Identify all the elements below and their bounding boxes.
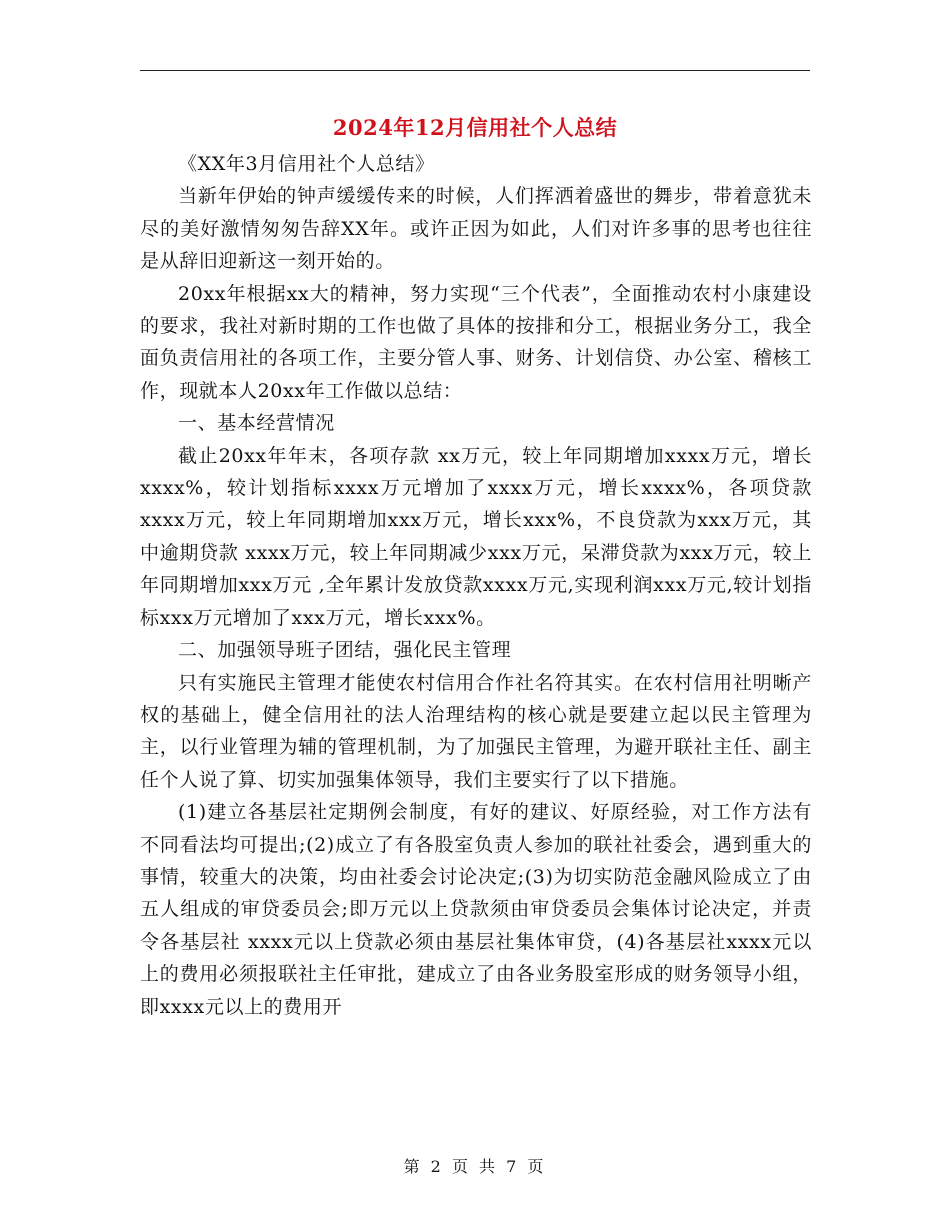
header-rule [140,70,810,71]
subtitle-paragraph: 《XX年3月信用社个人总结》 [178,153,435,175]
section-heading: 一、基本经营情况 [178,412,335,435]
body-paragraph: 当新年伊始的钟声缓缓传来的时候，人们挥洒着盛世的舞步，带着意犹未尽的美好激情匆匆告辞XX年。或许正因为如此，人们对许多事的思考也往往是从辞旧迎新这一刻开始的。 [140,185,812,273]
section-heading: 二、加强领导班子团结，强化民主管理 [178,639,512,662]
body-paragraph: 只有实施民主管理才能使农村信用合作社名符其实。在农村信用社明晰产权的基础上，健全信用社的法人治理结构的核心就是要建立起以民主管理为主，以行业管理为辅的管理机制，为了加强民主管理，为避开联社主任、副主任个人说了算、切实加强集体领导，我们主要实行了以下措施。 [140,671,812,791]
page-number-footer: 第 2 页 共 7 页 [403,1157,547,1176]
body-paragraph: (1)建立各基层社定期例会制度，有好的建议、好原经验，对工作方法有不同看法均可提出;(2)成立了有各股室负责人参加的联社社委会，遇到重大的事情，较重大的决策，均由社委会讨论决定;(3)为切实防范金融风险成立了由五人组成的审贷委员会;即万元以上贷款须由审贷委员会集体讨论决定，并责令各基层社 xxxx元以上贷款必须由基层社集体审贷，(4)各基层社xxxx元以上的费用必须报联社主任审批，建成立了由各业务股室形成的财务领导小组，即xxxx元以上的费用开 [140,801,812,1018]
body-paragraph: 20xx年根据xx大的精神，努力实现“三个代表”，全面推动农村小康建设的要求，我社对新时期的工作也做了具体的按排和分工，根据业务分工，我全面负责信用社的各项工作，主要分管人事、财务、计划信贷、办公室、稽核工作，现就本人20xx年工作做以总结： [140,282,812,402]
document-body [140,148,812,1023]
document-title: 2024年12月信用社个人总结 [332,115,618,140]
body-paragraph: 截止20xx年年末，各项存款 xx万元，较上年同期增加xxxx万元，增长xxxx%，较计划指标xxxx万元增加了xxxx万元，增长xxxx%，各项贷款xxxx万元，较上年同期增加xxx万元，增长xxx%，不良贷款为xxx万元，其中逾期贷款 xxxx万元，较上年同期减少xxx万元，呆滞贷款为xxx万元，较上年同期增加xxx万元 ,全年累计发放贷款xxxx万元,实现利润xxx万元,较计划指标xxx万元增加了xxx万元，增长xxx%。 [140,444,812,629]
